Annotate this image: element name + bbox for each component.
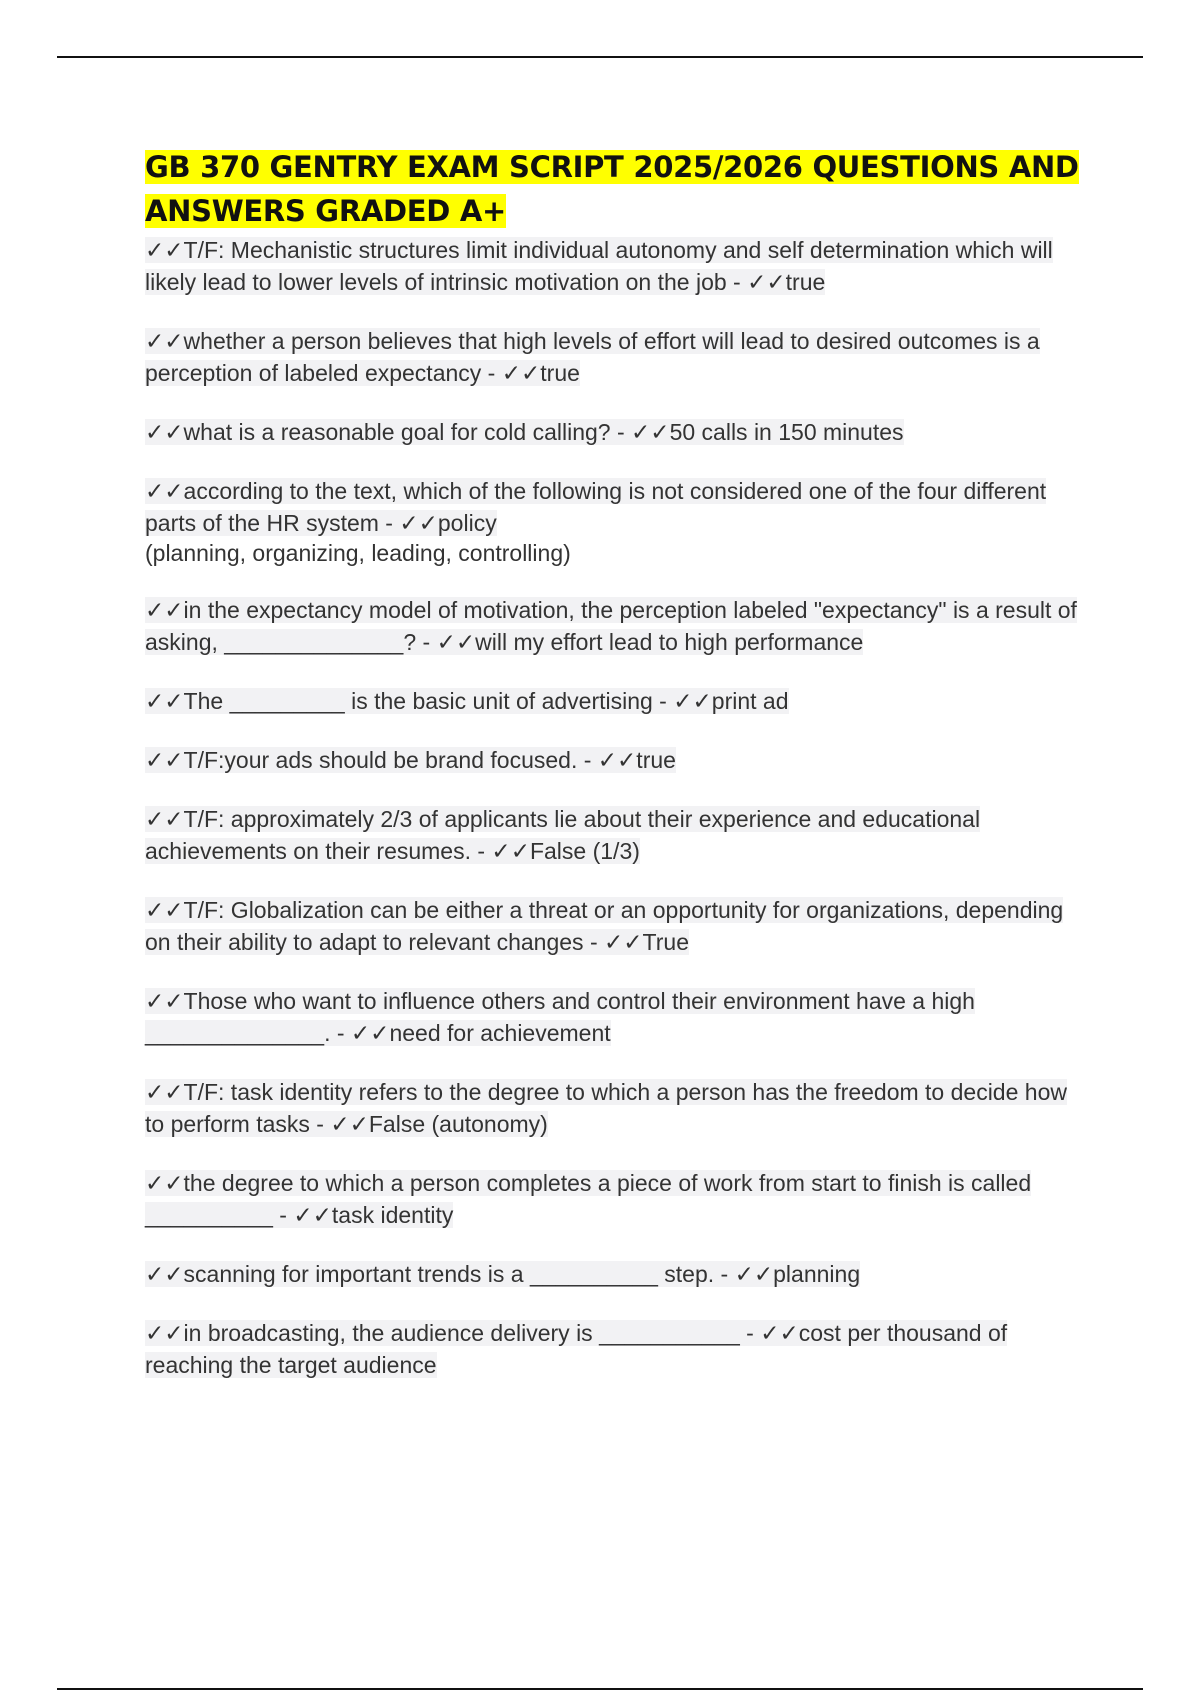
qa-item — [145, 1258, 1090, 1290]
qa-text: ✓✓Those who want to influence others and control their environment have a high ______________. - ✓✓need for achievement — [145, 988, 975, 1046]
qa-item — [145, 744, 1090, 776]
qa-text: ✓✓the degree to which a person completes a piece of work from start to finish is called __________ - ✓✓task identity — [145, 1170, 1032, 1228]
top-divider — [57, 56, 1143, 58]
qa-text: ✓✓scanning for important trends is a __________ step. - ✓✓planning — [145, 1261, 861, 1287]
qa-item — [145, 416, 1090, 448]
qa-text: ✓✓T/F: task identity refers to the degree to which a person has the freedom to decide how to perform tasks - ✓✓False (autonomy) — [145, 1079, 1067, 1137]
qa-text: ✓✓T/F: approximately 2/3 of applicants lie about their experience and educational achievements on their resumes. - ✓✓False (1/3) — [145, 806, 981, 864]
qa-text: ✓✓The _________ is the basic unit of advertising - ✓✓print ad — [145, 688, 789, 714]
qa-text: ✓✓according to the text, which of the following is not considered one of the four different parts of the HR system - ✓✓policy — [145, 478, 1047, 536]
qa-item — [145, 985, 1090, 1049]
qa-note: (planning, organizing, leading, controlling) — [145, 540, 571, 566]
qa-text: ✓✓whether a person believes that high levels of effort will lead to desired outcomes is a perception of labeled expectancy - ✓✓true — [145, 328, 1040, 386]
qa-item — [145, 1317, 1090, 1381]
qa-item — [145, 1167, 1090, 1231]
qa-item — [145, 325, 1090, 389]
qa-item — [145, 594, 1090, 658]
qa-item — [145, 803, 1090, 867]
qa-item — [145, 234, 1090, 298]
qa-text: ✓✓T/F: Mechanistic structures limit individual autonomy and self determination which will likely lead to lower levels of intrinsic motivation on the job - ✓✓true — [145, 237, 1053, 295]
page-title — [145, 145, 1085, 233]
qa-list — [145, 234, 1090, 1408]
qa-text: ✓✓in broadcasting, the audience delivery is ___________ - ✓✓cost per thousand of reaching the target audience — [145, 1320, 1008, 1378]
qa-item — [145, 894, 1090, 958]
qa-text: ✓✓T/F: Globalization can be either a threat or an opportunity for organizations, depending on their ability to adapt to relevant changes - ✓✓True — [145, 897, 1064, 955]
qa-text: ✓✓what is a reasonable goal for cold calling? - ✓✓50 calls in 150 minutes — [145, 419, 904, 445]
qa-item — [145, 1076, 1090, 1140]
bottom-divider — [57, 1688, 1143, 1690]
page-title-text: GB 370 GENTRY EXAM SCRIPT 2025/2026 QUESTIONS AND ANSWERS GRADED A+ — [145, 150, 1079, 228]
qa-text: ✓✓in the expectancy model of motivation, the perception labeled "expectancy" is a result of asking, ______________? - ✓✓will my effort lead to high performance — [145, 597, 1077, 655]
qa-text: ✓✓T/F:your ads should be brand focused. - ✓✓true — [145, 747, 676, 773]
qa-item — [145, 475, 1090, 567]
qa-item — [145, 685, 1090, 717]
